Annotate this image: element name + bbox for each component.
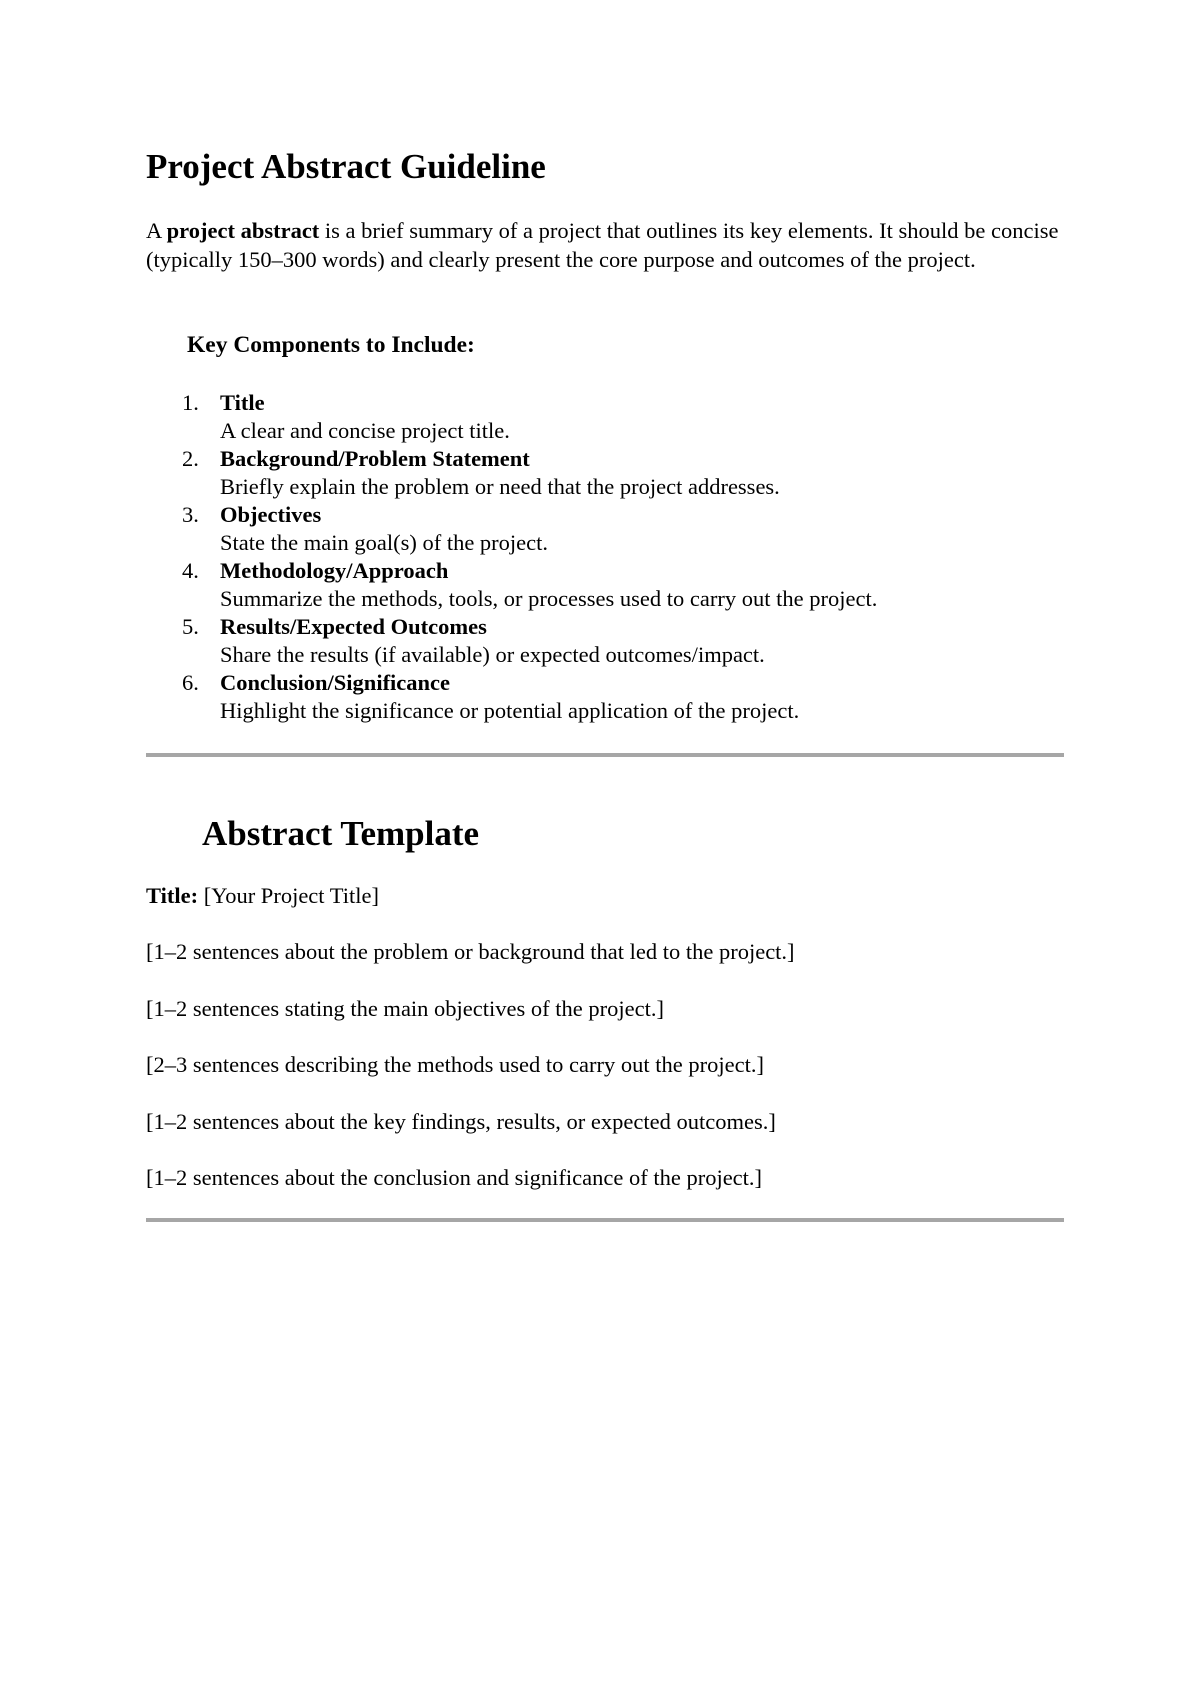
key-components-list [146,389,1064,725]
template-line: [1–2 sentences about the key findings, results, or expected outcomes.] [146,1108,776,1134]
template-line: [1–2 sentences stating the main objectives of the project.] [146,995,664,1021]
component-description: State the main goal(s) of the project. [220,530,549,555]
component-item [146,557,1064,613]
component-item [146,613,1064,669]
template-title-label: Title: [146,883,199,908]
component-number: 5. [182,614,199,639]
component-title: Conclusion/Significance [220,670,451,695]
component-number: 6. [182,670,199,695]
template-title-placeholder: [Your Project Title] [198,883,379,908]
template-lines [146,938,795,1221]
component-number: 2. [182,446,199,471]
intro-paragraph [146,216,1064,274]
template-line: [1–2 sentences about the conclusion and significance of the project.] [146,1165,763,1190]
component-number: 3. [182,502,199,527]
component-description: A clear and concise project title. [220,418,510,443]
template-line: [2–3 sentences describing the methods used to carry out the project.] [146,1052,764,1077]
component-item [146,669,1064,725]
component-number: 1. [182,390,199,415]
component-description: Share the results (if available) or expected outcomes/impact. [220,642,765,667]
component-description: Summarize the methods, tools, or processes used to carry out the project. [220,586,878,611]
section-divider [146,753,1064,757]
component-item [146,501,1064,557]
component-description: Briefly explain the problem or need that the project addresses. [220,474,780,499]
component-item [146,445,1064,501]
component-number: 4. [182,558,199,583]
key-components-heading: Key Components to Include: [187,332,475,358]
document-title: Project Abstract Guideline [146,147,546,186]
component-description: Highlight the significance or potential application of the project. [220,698,800,723]
template-title-line [146,882,379,910]
section-divider [146,1218,1064,1222]
intro-lead: A [146,218,167,243]
intro-term: project abstract [166,218,320,243]
component-title: Results/Expected Outcomes [220,614,487,639]
component-title: Methodology/Approach [220,558,449,583]
component-title: Title [220,390,265,415]
template-heading: Abstract Template [202,814,480,853]
template-line: [1–2 sentences about the problem or background that led to the project.] [146,939,795,964]
component-title: Objectives [220,502,322,527]
component-title: Background/Problem Statement [220,446,530,471]
component-item [146,389,1064,445]
intro-rest: is a brief summary of a project that outlines its key elements. It should be concise (typically 150–300 words) and clearly present the core purpose and outcomes of the project. [146,218,1059,272]
